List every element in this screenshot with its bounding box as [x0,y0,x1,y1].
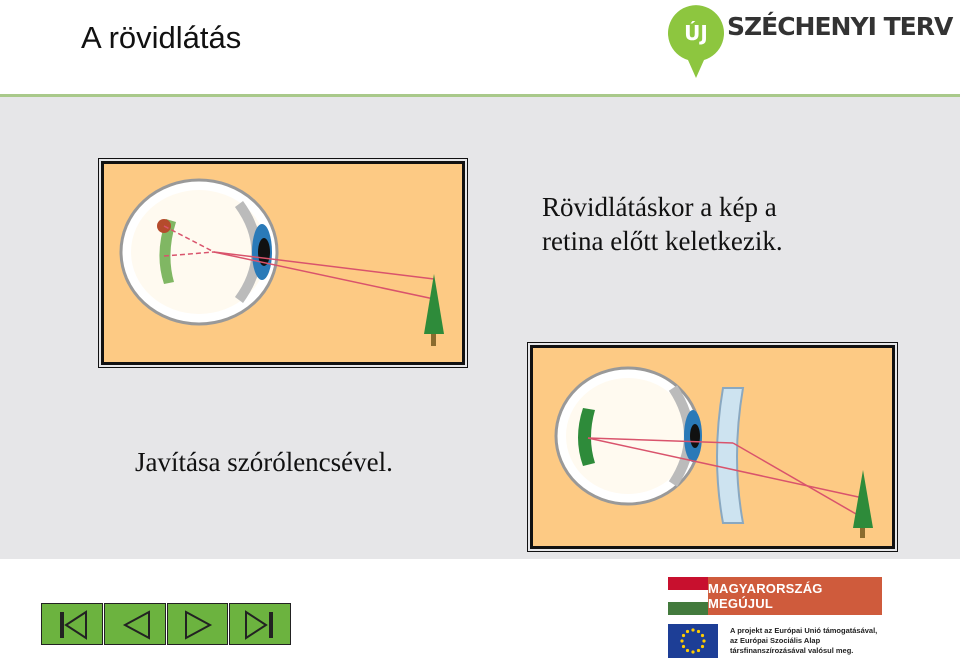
first-page-icon [42,604,104,646]
next-slide-button[interactable] [167,603,229,645]
eu-funding-text [730,626,910,656]
last-page-icon [230,604,292,646]
previous-slide-button[interactable] [104,603,166,645]
last-slide-button[interactable] [229,603,291,645]
first-slide-button[interactable] [41,603,103,645]
correction-text: Javítása szórólencsével. [135,447,393,477]
logo-text: SZÉCHENYI TERV [727,12,953,41]
next-page-icon [168,604,230,646]
banner-text: MAGYARORSZÁG MEGÚJUL [708,577,882,615]
eu-text-line-3: társfinanszírozásával valósul meg. [730,646,854,655]
description-text [542,190,783,258]
eu-funding-notice [668,624,908,658]
myopia-eye-diagram [101,161,465,365]
eu-flag-icon [668,624,718,658]
description-line-1: Rövidlátáskor a kép a [542,192,777,222]
header [0,0,960,96]
logo-badge: ÚJ [684,21,708,45]
hungarian-flag-icon [668,577,708,615]
description-line-2: retina előtt keletkezik. [542,226,783,256]
eu-text-line-1: A projekt az Európai Unió támogatásával, [730,626,878,635]
slide-navigation [41,603,291,645]
page-title: A rövidlátás [81,20,242,55]
corrected-eye-diagram [530,345,895,549]
magyarorszag-megujul-banner [668,577,882,615]
previous-page-icon [105,604,167,646]
eu-text-line-2: az Európai Szociális Alap [730,636,821,645]
